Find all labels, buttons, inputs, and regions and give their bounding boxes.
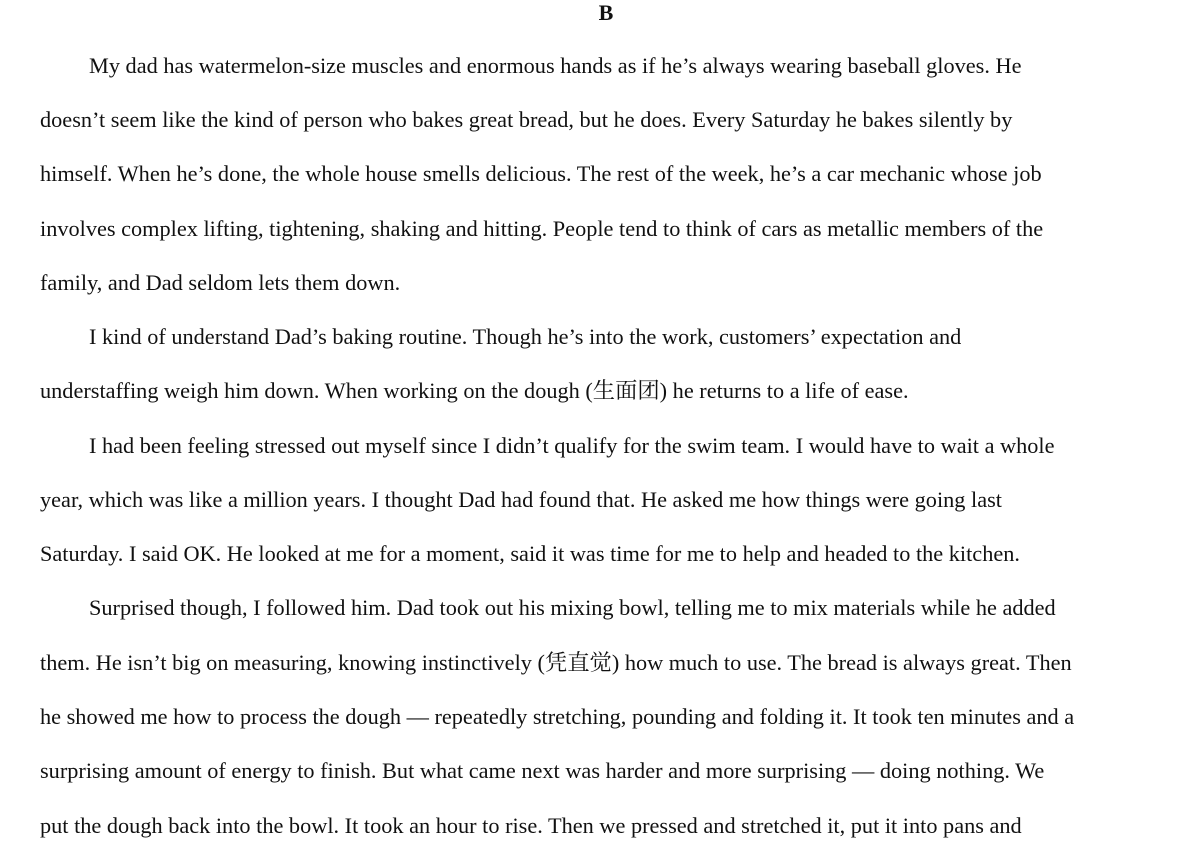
paragraph-4-line-3: he showed me how to process the dough — repeatedly stretching, pounding and folding it. It took ten minutes and a <box>40 704 1075 729</box>
paragraph-2-line-2: understaffing weigh him down. When working on the dough (生面团) he returns to a life of ease. <box>40 378 909 403</box>
paragraph-4-line-4: surprising amount of energy to finish. But what came next was harder and more surprising — doing nothing. We <box>40 758 1045 783</box>
paragraph-4-line-5: put the dough back into the bowl. It took an hour to rise. Then we pressed and stretched it, put it into pans and <box>40 813 1022 838</box>
paragraph-3-line-3: Saturday. I said OK. He looked at me for a moment, said it was time for me to help and headed to the kitchen. <box>40 541 1020 566</box>
paragraph-1-line-5: family, and Dad seldom lets them down. <box>40 270 401 295</box>
paragraph-3-line-2: year, which was like a million years. I thought Dad had found that. He asked me how things were going last <box>40 487 1002 512</box>
paragraph-1-line-3: himself. When he’s done, the whole house smells delicious. The rest of the week, he’s a car mechanic whose job <box>40 161 1042 186</box>
section-heading: B <box>598 0 614 25</box>
paragraph-1-line-2: doesn’t seem like the kind of person who bakes great bread, but he does. Every Saturday he bakes silently by <box>40 107 1013 132</box>
paragraph-4-line-1: Surprised though, I followed him. Dad took out his mixing bowl, telling me to mix materials while he added <box>89 595 1056 620</box>
paragraph-1-line-4: involves complex lifting, tightening, shaking and hitting. People tend to think of cars as metallic members of the <box>40 216 1044 241</box>
paragraph-3-line-1: I had been feeling stressed out myself since I didn’t qualify for the swim team. I would have to wait a whole <box>89 433 1055 458</box>
paragraph-4-line-2: them. He isn’t big on measuring, knowing instinctively (凭直觉) how much to use. The bread is always great. Then <box>40 650 1072 675</box>
paragraph-2-line-1: I kind of understand Dad’s baking routine. Though he’s into the work, customers’ expectation and <box>89 324 962 349</box>
paragraph-1-line-1: My dad has watermelon-size muscles and enormous hands as if he’s always wearing baseball gloves. He <box>89 53 1022 78</box>
